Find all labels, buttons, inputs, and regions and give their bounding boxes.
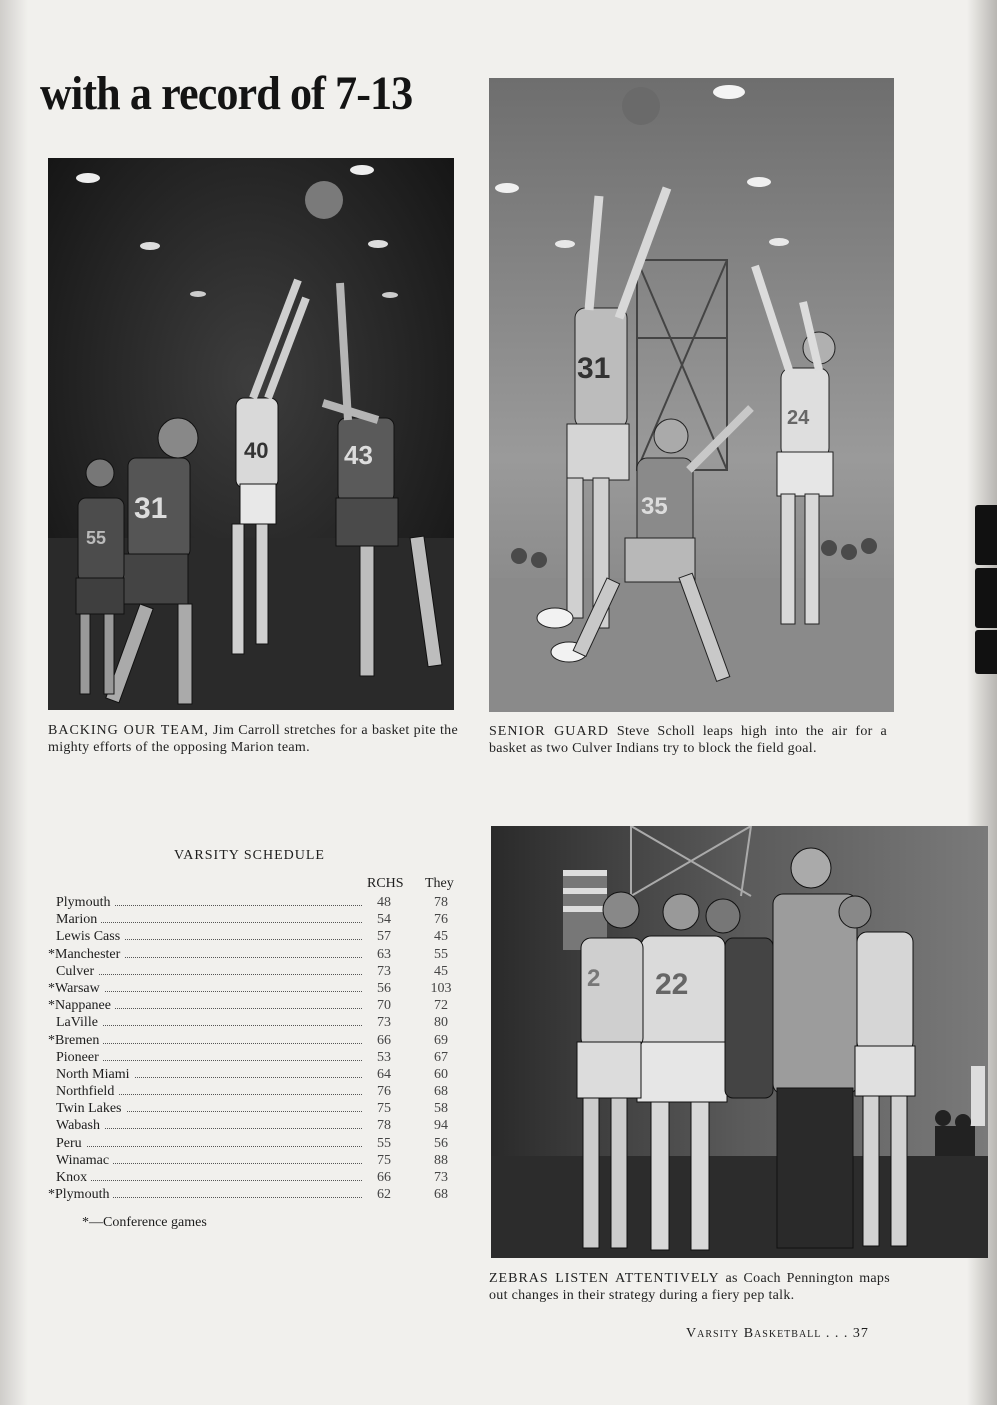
svg-text:31: 31 [134, 492, 168, 525]
schedule-row [48, 980, 468, 997]
photo-zebras-huddle [491, 826, 988, 1258]
binder-clip-top [975, 505, 997, 565]
caption-lead: ZEBRAS LISTEN ATTENTIVELY [489, 1271, 720, 1286]
caption-lead: BACKING OUR TEAM, [48, 723, 209, 738]
schedule-score-they: 94 [434, 1118, 448, 1134]
schedule-opponent: LaVille [56, 1014, 102, 1031]
schedule-row [48, 946, 468, 963]
schedule-row [48, 1117, 468, 1134]
schedule-score-they: 56 [434, 1135, 448, 1151]
schedule-score-rchs: 63 [377, 946, 391, 962]
schedule-score-rchs: 48 [377, 895, 391, 910]
schedule-score-they: 67 [434, 1049, 448, 1065]
caption-body: as Coach Pennington maps out changes in their strategy during a fiery pep talk. [489, 1271, 890, 1303]
schedule-row [48, 1014, 468, 1031]
schedule-footnote: *—Conference games [82, 1215, 207, 1230]
folio-separator: . . . [825, 1326, 849, 1341]
schedule-score-they: 58 [434, 1101, 448, 1117]
schedule-score-they: 69 [434, 1032, 448, 1048]
schedule-col-rchs: RCHS [367, 876, 404, 891]
schedule-score-rchs: 55 [377, 1135, 391, 1151]
leader-dots [56, 974, 362, 975]
schedule-score-they: 68 [434, 1187, 448, 1203]
folio-section: Varsity Basketball [686, 1326, 822, 1341]
schedule-score-they: 76 [434, 912, 448, 928]
schedule-score-they: 88 [434, 1152, 448, 1168]
schedule-row [48, 928, 468, 945]
caption-photo-senior-guard [489, 723, 887, 757]
schedule-score-they: 78 [434, 895, 448, 910]
schedule-row [48, 1186, 468, 1203]
folio-page-number: 37 [852, 1326, 869, 1341]
binder-clip-bottom [975, 630, 997, 674]
svg-text:43: 43 [344, 440, 373, 470]
schedule-score-they: 68 [434, 1084, 448, 1100]
schedule-opponent: Wabash [56, 1117, 104, 1134]
schedule-opponent: *Bremen [48, 1032, 103, 1049]
schedule-score-they: 60 [434, 1066, 448, 1082]
schedule-row [48, 963, 468, 980]
schedule-score-rchs: 53 [377, 1049, 391, 1065]
leader-dots [56, 922, 362, 923]
schedule-score-rchs: 62 [377, 1187, 391, 1203]
svg-text:55: 55 [86, 528, 107, 548]
page-gutter-shadow [0, 0, 28, 1405]
schedule-score-they: 73 [434, 1170, 448, 1185]
photo-senior-guard-leap [489, 78, 894, 712]
schedule-opponent: Twin Lakes [56, 1100, 126, 1117]
schedule-opponent: *Nappanee [48, 997, 115, 1014]
schedule-score-rchs: 76 [377, 1084, 391, 1100]
schedule-score-rchs: 66 [377, 1032, 391, 1048]
schedule-opponent: Plymouth [56, 894, 114, 911]
schedule-opponent: Northfield [56, 1083, 118, 1100]
schedule-opponent: Peru [56, 1135, 86, 1152]
schedule-score-rchs: 70 [377, 998, 391, 1014]
page-folio [686, 1326, 869, 1342]
schedule-opponent: Culver [56, 963, 98, 980]
schedule-score-they: 80 [434, 1015, 448, 1031]
binder-clip-middle [975, 568, 997, 628]
leader-dots [56, 1180, 362, 1181]
svg-text:35: 35 [641, 493, 668, 520]
schedule-score-rchs: 73 [377, 1015, 391, 1031]
schedule-opponent: Marion [56, 911, 101, 928]
schedule-score-rchs: 56 [377, 980, 391, 996]
schedule-row [48, 1066, 468, 1083]
svg-text:2: 2 [587, 965, 601, 992]
svg-text:22: 22 [655, 968, 689, 1001]
schedule-opponent: Knox [56, 1169, 91, 1186]
page-headline: with a record of 7-13 [40, 67, 413, 120]
schedule-opponent: North Miami [56, 1066, 134, 1083]
schedule-opponent: Winamac [56, 1152, 113, 1169]
schedule-row [48, 894, 468, 911]
caption-photo-huddle [489, 1270, 890, 1304]
schedule-score-they: 45 [434, 929, 448, 945]
svg-text:24: 24 [787, 407, 810, 429]
schedule-row [48, 997, 468, 1014]
schedule-row [48, 1135, 468, 1152]
schedule-score-rchs: 54 [377, 912, 391, 928]
schedule-row [48, 911, 468, 928]
schedule-score-rchs: 75 [377, 1152, 391, 1168]
schedule-opponent: *Manchester [48, 946, 124, 963]
svg-text:40: 40 [244, 438, 269, 463]
schedule-opponent: Pioneer [56, 1049, 103, 1066]
schedule-score-rchs: 73 [377, 963, 391, 979]
schedule-score-they: 55 [434, 946, 448, 962]
schedule-score-rchs: 78 [377, 1118, 391, 1134]
schedule-row [48, 1083, 468, 1100]
caption-body: Jim Carroll stretches for a basket pite the mighty efforts of the opposing Marion team. [48, 723, 458, 755]
schedule-row [48, 1100, 468, 1117]
schedule-row [48, 1169, 468, 1186]
schedule-title: VARSITY SCHEDULE [174, 848, 325, 863]
schedule-row [48, 1032, 468, 1049]
svg-text:31: 31 [577, 352, 611, 385]
schedule-opponent: *Plymouth [48, 1186, 113, 1203]
schedule-row [48, 1049, 468, 1066]
caption-lead: SENIOR GUARD [489, 724, 609, 739]
schedule-opponent: *Warsaw [48, 980, 104, 997]
schedule-table [48, 894, 468, 1203]
schedule-score-rchs: 66 [377, 1170, 391, 1185]
schedule-score-rchs: 64 [377, 1066, 391, 1082]
schedule-score-they: 103 [430, 980, 452, 996]
schedule-col-they: They [425, 876, 454, 891]
photo-game-action-marion [48, 158, 454, 710]
schedule-score-rchs: 75 [377, 1101, 391, 1117]
leader-dots [56, 1146, 362, 1147]
schedule-opponent: Lewis Cass [56, 928, 124, 945]
caption-body: Steve Scholl leaps high into the air for a basket as two Culver Indians try to block the field goal. [489, 724, 887, 756]
schedule-score-rchs: 57 [377, 929, 391, 945]
schedule-score-they: 72 [434, 998, 448, 1014]
caption-photo-backing-team [48, 722, 458, 756]
schedule-row [48, 1152, 468, 1169]
schedule-score-they: 45 [434, 963, 448, 979]
